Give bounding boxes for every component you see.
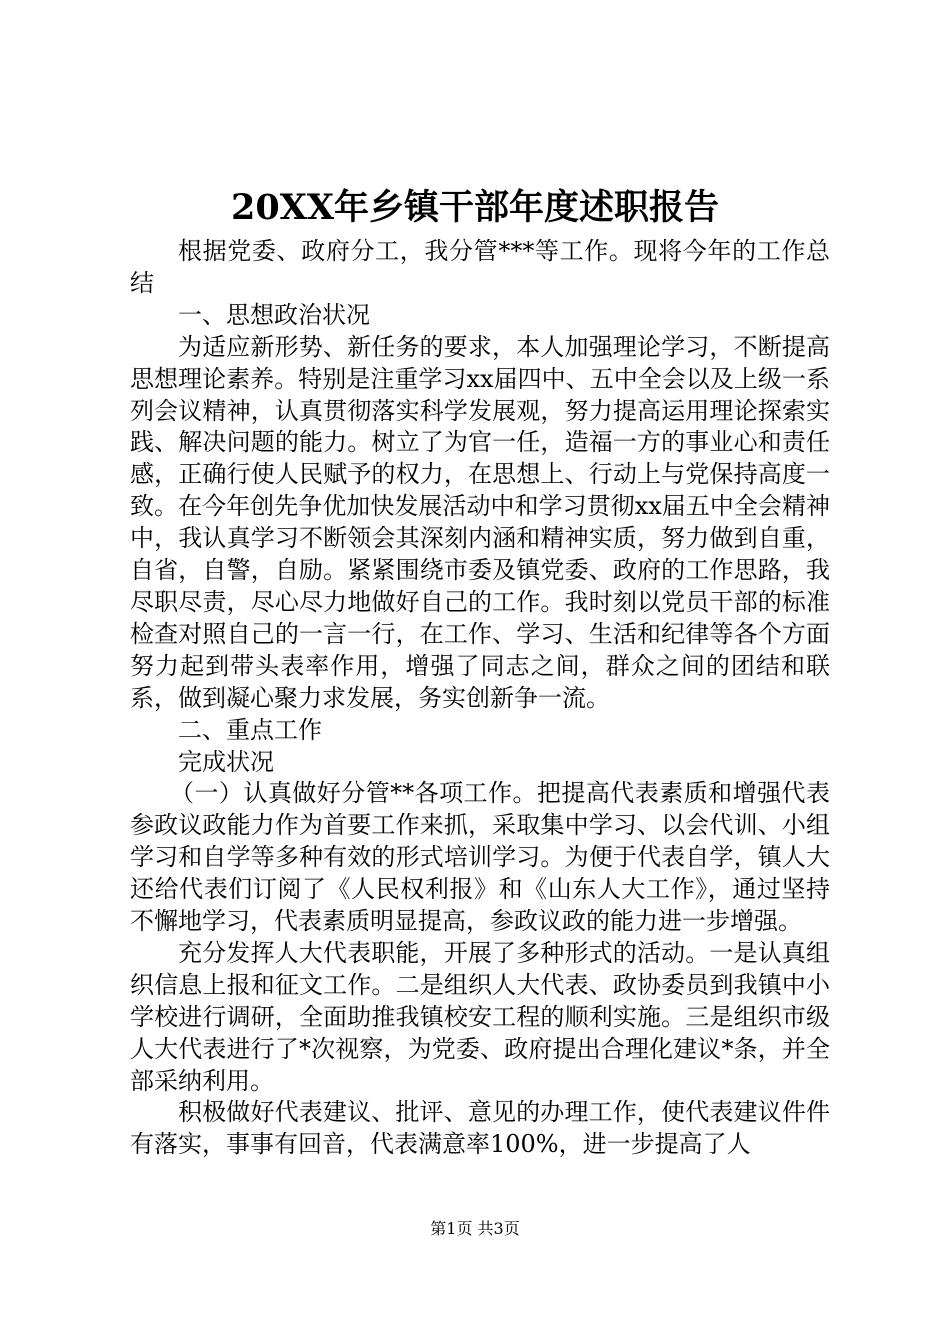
paragraph-ideology: 为适应新形势、新任务的要求，本人加强理论学习，不断提高思想理论素养。特别是注重学习xx届四中、五中全会以及上级一系列会议精神，认真贯彻落实科学发展观，努力提高运用理论探索实践、解决问题的能力。树立了为官一任，造福一方的事业心和责任感，正确行使人民赋予的权力，在思想上、行动上与党保持高度一致。在今年创先争优加快发展活动中和学习贯彻xx届五中全会精神中，我认真学习不断领会其深刻内涵和精神实质，努力做到自重，自省，自警，自励。紧紧围绕市委及镇党委、政府的工作思路，我尽职尽责，尽心尽力地做好自己的工作。我时刻以党员干部的标准检查对照自己的一言一行，在工作、学习、生活和纪律等各个方面努力起到带头表率作用，增强了同志之间，群众之间的团结和联系，做到凝心聚力求发展，务实创新争一流。 [130,332,830,712]
section-subheading: 完成状况 [178,747,274,776]
section-heading-1: 一、思想政治状况 [178,300,370,329]
page-footer: 第1页 共3页 [430,1219,520,1238]
document-title: 20XX年乡镇干部年度述职报告 [230,187,720,228]
paragraph-suggestions: 积极做好代表建议、批评、意见的办理工作，使代表建议件件有落实，事事有回音，代表满意率100%，进一步提高了人 [130,1098,830,1159]
paragraph-activities: 充分发挥人大代表职能，开展了多种形式的活动。一是认真组织信息上报和征文工作。二是组织人大代表、政协委员到我镇中小学校进行调研，全面助推我镇校安工程的顺利实施。三是组织市级人大代表进行了*次视察，为党委、政府提出合理化建议*条，并全部采纳利用。 [130,938,830,1095]
intro-paragraph: 根据党委、政府分工，我分管***等工作。现将今年的工作总结 [130,237,830,297]
paragraph-item-1: （一）认真做好分管**各项工作。把提高代表素质和增强代表参政议政能力作为首要工作来抓，采取集中学习、以会代训、小组学习和自学等多种有效的形式培训学习。为便于代表自学，镇人大还给代表们订阅了《人民权利报》和《山东人大工作》，通过坚持不懈地学习，代表素质明显提高，参政议政的能力进一步增强。 [130,779,830,936]
document-body [130,236,830,1161]
section-heading-2: 二、重点工作 [178,715,322,744]
